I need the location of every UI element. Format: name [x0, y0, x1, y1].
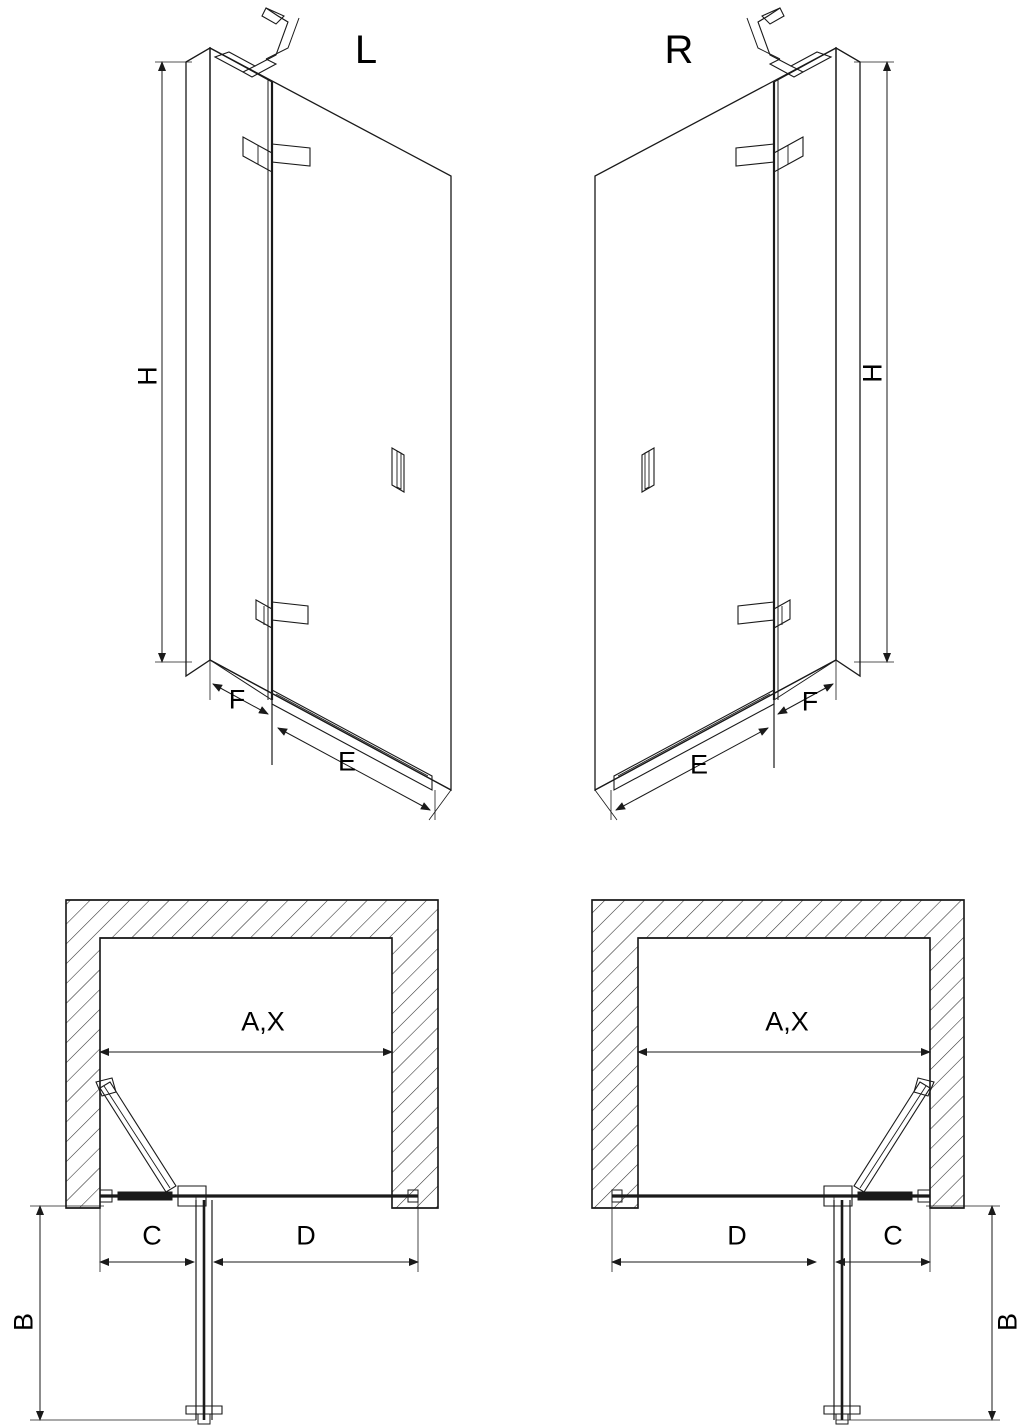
- left-plan-geometry: [30, 900, 438, 1424]
- dim-label-c-left: C: [142, 1220, 162, 1251]
- dim-label-d-left: D: [296, 1220, 316, 1251]
- right-plan-geometry: [592, 900, 1000, 1424]
- dim-label-b-left: B: [8, 1312, 39, 1332]
- right-elevation-geometry: [595, 8, 894, 820]
- dim-label-ax-right: A,X: [765, 1006, 809, 1037]
- variant-label-right: R: [664, 28, 694, 72]
- variant-label-left: L: [354, 28, 378, 72]
- dim-label-h-right: H: [857, 363, 888, 383]
- left-elevation-geometry: [155, 8, 451, 820]
- dim-label-b-right: B: [992, 1312, 1023, 1332]
- dim-label-f-left: F: [228, 684, 246, 715]
- dim-label-ax-left: A,X: [241, 1006, 285, 1037]
- dim-label-h-left: H: [132, 366, 163, 386]
- dim-label-e-left: E: [337, 746, 357, 777]
- dim-label-e-right: E: [689, 749, 709, 780]
- dim-label-d-right: D: [727, 1220, 747, 1251]
- dim-label-f-right: F: [801, 686, 819, 717]
- dim-label-c-right: C: [883, 1220, 903, 1251]
